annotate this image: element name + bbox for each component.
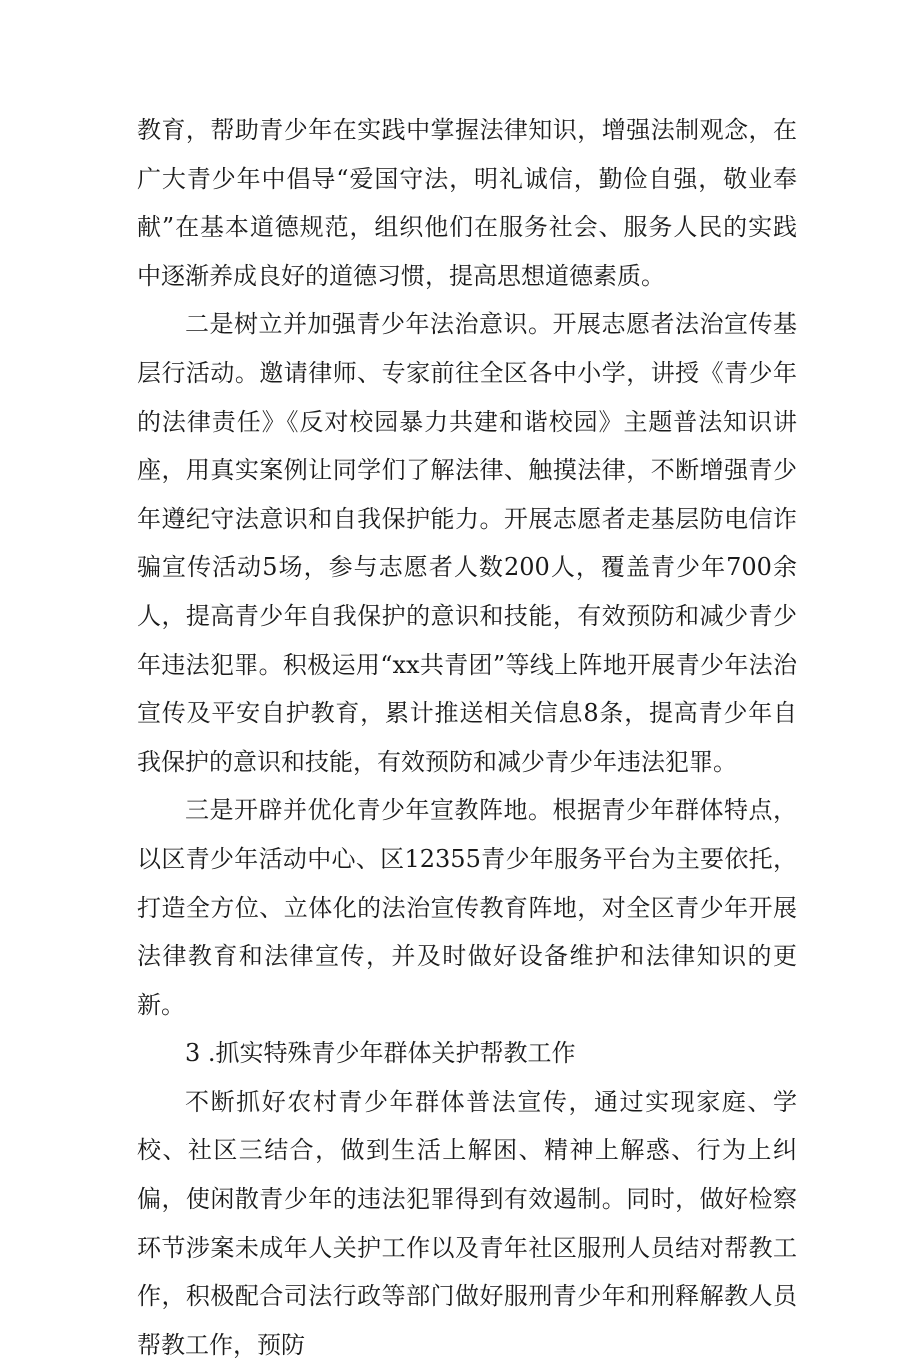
paragraph-rural-youth: 不断抓好农村青少年群体普法宣传，通过实现家庭、学校、社区三结合，做到生活上解困、精神上解惑、行为上纠偏，使闲散青少年的违法犯罪得到有效遏制。同时，做好检察环节涉案未成年人关护工作以及青年社区服刑人员结对帮教工作，积极配合司法行政等部门做好服刑青少年和刑释解教人员帮教工作，预防 — [137, 1087, 797, 1359]
document-body — [137, 106, 797, 1369]
paragraph-publicity-base: 三是开辟并优化青少年宣教阵地。根据青少年群体特点，以区青少年活动中心、区12355青少年服务平台为主要依托，打造全方位、立体化的法治宣传教育阵地，对全区青少年开展法律教育和法律宣传，并及时做好设备维护和法律知识的更新。 — [137, 796, 797, 1019]
section-heading-special-groups: 3 .抓实特殊青少年群体关护帮教工作 — [185, 1039, 576, 1068]
paragraph-education-continuation: 教育，帮助青少年在实践中掌握法律知识，增强法制观念，在广大青少年中倡导“爱国守法，明礼诚信，勤俭自强，敬业奉献”在基本道德规范，组织他们在服务社会、服务人民的实践中逐渐养成良好的道德习惯，提高思想道德素质。 — [137, 116, 797, 290]
paragraph-legal-awareness: 二是树立并加强青少年法治意识。开展志愿者法治宣传基层行活动。邀请律师、专家前往全区各中小学，讲授《青少年的法律责任》《反对校园暴力共建和谐校园》主题普法知识讲座，用真实案例让同学们了解法律、触摸法律，不断增强青少年遵纪守法意识和自我保护能力。开展志愿者走基层防电信诈骗宣传活动5场，参与志愿者人数200人，覆盖青少年700余人，提高青少年自我保护的意识和技能，有效预防和减少青少年违法犯罪。积极运用“xx共青团”等线上阵地开展青少年法治宣传及平安自护教育，累计推送相关信息8条，提高青少年自我保护的意识和技能，有效预防和减少青少年违法犯罪。 — [137, 310, 797, 776]
